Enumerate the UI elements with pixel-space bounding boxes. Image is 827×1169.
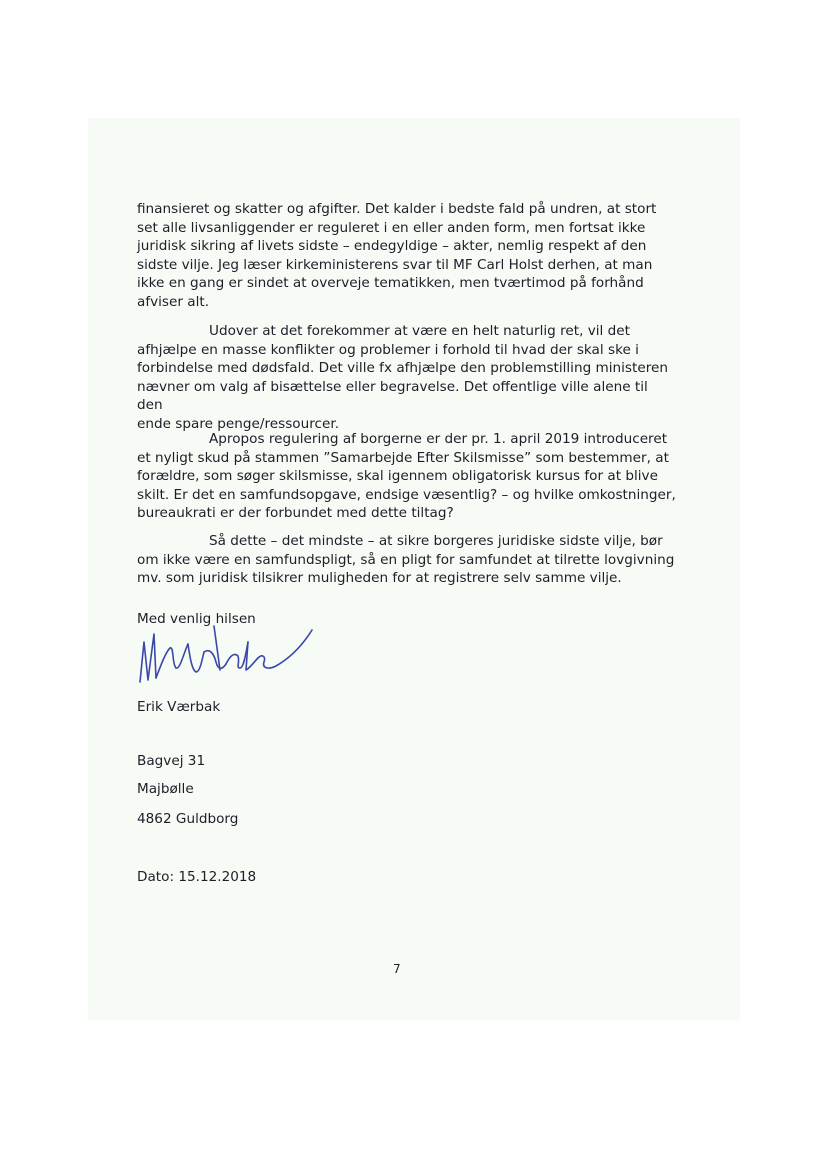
address-postal-code: 4862 Guldborg	[137, 811, 239, 827]
address-town: Majbølle	[137, 781, 194, 797]
paragraph-3: Apropos regulering af borgerne er der pr. 1. april 2019 introduceret et nyligt skud på stammen ”Samarbejde Efter Skilsmisse” som bestemmer, at forældre, som søger skilsmisse, skal igennem obligatorisk kursus for at blive skilt. Er det en samfundsopgave, endsige væsentlig? – og hvilke omkostninger, bureaukrati er der forbundet med dette tiltag?	[137, 431, 676, 521]
paragraph-4: Så dette – det mindste – at sikre borgeres juridiske sidste vilje, bør om ikke være en samfundspligt, så en pligt for samfundet at tilrette lovgivning mv. som juridisk tilsikrer muligheden for at registrere selv samme vilje.	[137, 533, 675, 586]
closing-greeting: Med venlig hilsen	[137, 611, 256, 627]
paragraph-1: finansieret og skatter og afgifter. Det kalder i bedste fald på undren, at stort set alle livsanliggender er reguleret i en eller anden form, men fortsat ikke juridisk sikring af livets sidste – endegyldige – akter, nemlig respekt af den sidste vilje. Jeg læser kirkeministerens svar til MF Carl Holst derhen, at man ikke en gang er sindet at overveje tematikken, men tværtimod på forhånd afviser alt.	[137, 201, 657, 310]
letter-date: Dato: 15.12.2018	[137, 869, 257, 885]
paragraph-2: Udover at det forekommer at være en helt naturlig ret, vil det afhjælpe en masse konflikter og problemer i forhold til hvad der skal ske i forbindelse med dødsfald. Det ville fx afhjælpe den problemstilling ministeren nævner om valg af bisættelse eller begravelse. Det offentlige ville alene til den ende spare penge/ressourcer.	[137, 323, 668, 432]
handwritten-signature	[130, 612, 320, 692]
signatory-name: Erik Værbak	[137, 699, 221, 715]
page-number: 7	[393, 962, 401, 976]
address-street: Bagvej 31	[137, 753, 206, 769]
